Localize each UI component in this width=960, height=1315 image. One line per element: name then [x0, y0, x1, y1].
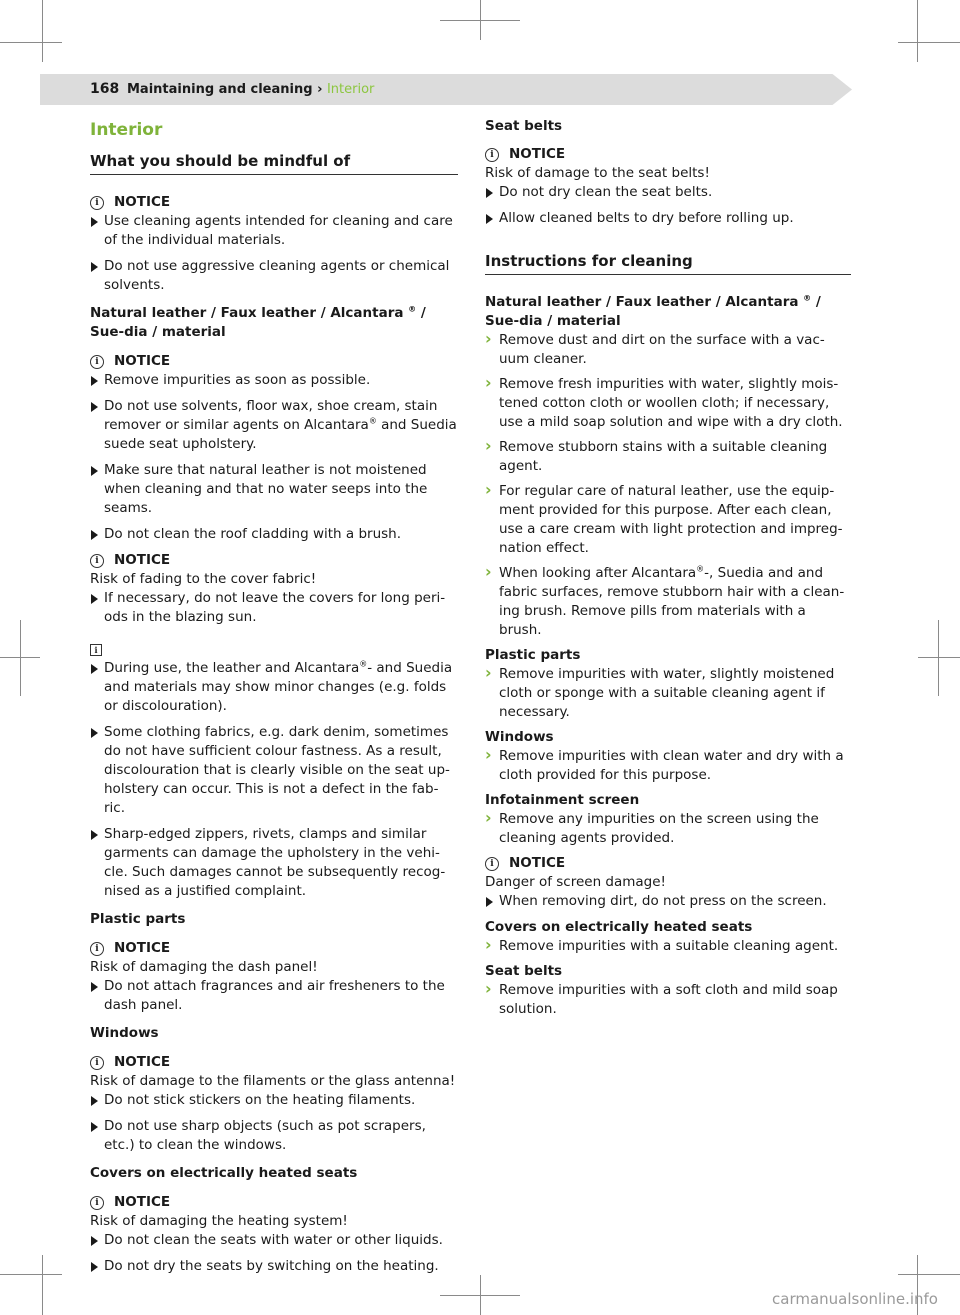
instruction-list: [485, 937, 851, 956]
notice-list: [90, 1091, 458, 1155]
list-item: Sharp-edged zippers, rivets, clamps and similar garments can damage the upholstery in the vehi-cle. Such damages cannot be subsequently recog-nised as a justified complaint.: [90, 825, 458, 901]
list-item: Use cleaning agents intended for cleaning and care of the individual materials.: [90, 212, 458, 250]
notice-label: NOTICE: [114, 353, 171, 369]
list-item: Do not clean the seats with water or other liquids.: [90, 1231, 458, 1250]
crop-mark: [0, 657, 40, 658]
subheading-windows: Windows: [485, 729, 554, 745]
instruction-list: [485, 665, 851, 722]
registered-mark: ®: [696, 564, 705, 574]
list-item: › Remove dust and dirt on the surface with a vac-uum cleaner.: [485, 331, 851, 369]
notice-label: NOTICE: [509, 146, 566, 162]
notice-heading: [90, 939, 458, 958]
crop-mark: [898, 42, 960, 43]
list-item-text: Do not use solvents, floor wax, shoe cream, stain remover or similar agents on Alcantara: [104, 398, 438, 433]
crop-mark: [938, 620, 939, 696]
subheading-seat-belts: Seat belts: [485, 118, 563, 134]
subheading-text: Natural leather / Faux leather / Alcantara: [485, 294, 799, 310]
crop-mark: [20, 620, 21, 696]
notice-icon: i: [90, 1196, 104, 1210]
page-number: 168: [90, 81, 120, 97]
notice-heading: [485, 145, 851, 164]
subheading-text: / Sue-dia / material: [485, 294, 821, 329]
crop-mark: [42, 1255, 43, 1315]
list-item-text: When looking after Alcantara: [499, 565, 697, 581]
list-item: Allow cleaned belts to dry before rolling up.: [485, 209, 851, 228]
list-item: Remove impurities as soon as possible.: [90, 371, 458, 390]
crop-mark: [917, 0, 918, 62]
registered-mark: ®: [359, 659, 368, 669]
notice-icon: i: [485, 857, 499, 871]
notice-icon: i: [90, 196, 104, 210]
list-item: › Remove impurities with a suitable cleaning agent.: [485, 937, 851, 956]
breadcrumb-separator: ›: [317, 82, 323, 97]
list-item: When removing dirt, do not press on the screen.: [485, 892, 851, 911]
list-item: › For regular care of natural leather, use the equip-ment provided for this purpose. After each clean, use a care cream with light protection and impreg-nation effect.: [485, 482, 851, 558]
list-item: [90, 397, 458, 454]
breadcrumb-current: Interior: [326, 82, 375, 97]
notice-text: Risk of damage to the filaments or the glass antenna!: [90, 1073, 456, 1089]
crop-mark: [0, 42, 62, 43]
section-heading: What you should be mindful of: [90, 151, 458, 175]
page-title: Interior: [90, 120, 163, 140]
subheading-seat-belts: Seat belts: [485, 963, 563, 979]
list-item: Do not use aggressive cleaning agents or chemical solvents.: [90, 257, 458, 295]
notice-list: [485, 892, 851, 911]
notice-icon: i: [485, 148, 499, 162]
registered-mark: ®: [408, 304, 417, 314]
subheading-leather: [90, 304, 458, 342]
notice-heading: [90, 1193, 458, 1212]
notice-list: [90, 589, 458, 627]
instruction-list: [485, 810, 851, 848]
instruction-list: [485, 981, 851, 1019]
list-item: Do not dry the seats by switching on the heating.: [90, 1257, 458, 1276]
notice-icon: i: [90, 554, 104, 568]
list-item: Do not dry clean the seat belts.: [485, 183, 851, 202]
breadcrumb: [127, 82, 374, 97]
subheading-text: / Sue-dia / material: [90, 305, 426, 340]
info-icon: i: [90, 644, 102, 656]
notice-label: NOTICE: [114, 194, 171, 210]
subheading-plastic: Plastic parts: [90, 911, 186, 927]
list-item: [485, 564, 851, 640]
section-heading: Instructions for cleaning: [485, 251, 851, 275]
list-item: › Remove any impurities on the screen using the cleaning agents provided.: [485, 810, 851, 848]
list-item-text: -, Suedia and and fabric surfaces, remove stubborn hair with a clean-ing brush. Remove pills from materials with a brush.: [499, 565, 845, 638]
subheading-windows: Windows: [90, 1025, 159, 1041]
notice-heading: [90, 352, 458, 371]
notice-label: NOTICE: [114, 552, 171, 568]
right-column: [485, 117, 851, 1025]
instruction-list: [485, 331, 851, 640]
notice-list: [485, 183, 851, 228]
crop-mark: [440, 1295, 520, 1296]
subheading-text: Natural leather / Faux leather / Alcantara: [90, 305, 404, 321]
watermark: carmanualsonline.info: [772, 1290, 938, 1308]
notice-label: NOTICE: [114, 1194, 171, 1210]
subheading-infotainment: Infotainment screen: [485, 792, 640, 808]
notice-heading: [90, 1053, 458, 1072]
notice-label: NOTICE: [509, 855, 566, 871]
notice-icon: i: [90, 942, 104, 956]
registered-mark: ®: [803, 293, 812, 303]
crop-mark: [42, 0, 43, 62]
crop-mark: [918, 657, 960, 658]
left-column: [90, 117, 458, 1283]
list-item: › Remove stubborn stains with a suitable cleaning agent.: [485, 438, 851, 476]
notice-list: [90, 977, 458, 1015]
list-item-text: and Suedia suede seat upholstery.: [104, 417, 457, 452]
notice-heading: [90, 551, 458, 570]
list-item: Make sure that natural leather is not moistened when cleaning and that no water seeps into the seams.: [90, 461, 458, 518]
notice-label: NOTICE: [114, 1054, 171, 1070]
list-item: › Remove impurities with clean water and dry with a cloth provided for this purpose.: [485, 747, 851, 785]
info-heading: [90, 640, 458, 659]
list-item: [90, 659, 458, 716]
notice-list: [90, 212, 458, 295]
list-item: Do not stick stickers on the heating filaments.: [90, 1091, 458, 1110]
list-item: Do not attach fragrances and air fresheners to the dash panel.: [90, 977, 458, 1015]
crop-mark: [898, 1274, 960, 1275]
notice-text: Risk of fading to the cover fabric!: [90, 571, 317, 587]
notice-list: [90, 1231, 458, 1276]
notice-heading: [90, 193, 458, 212]
breadcrumb-section[interactable]: Maintaining and cleaning: [127, 82, 313, 97]
subheading-heated-seats: Covers on electrically heated seats: [485, 919, 753, 935]
crop-mark: [440, 20, 520, 21]
crop-mark: [0, 1274, 62, 1275]
notice-text: Danger of screen damage!: [485, 874, 666, 890]
list-item-text: During use, the leather and Alcantara: [104, 660, 360, 676]
list-item: If necessary, do not leave the covers for long peri-ods in the blazing sun.: [90, 589, 458, 627]
instruction-list: [485, 747, 851, 785]
subheading-heated-seats: Covers on electrically heated seats: [90, 1165, 358, 1181]
list-item: Do not use sharp objects (such as pot scrapers, etc.) to clean the windows.: [90, 1117, 458, 1155]
registered-mark: ®: [368, 416, 377, 426]
notice-icon: i: [90, 1056, 104, 1070]
list-item: Do not clean the roof cladding with a brush.: [90, 525, 458, 544]
subheading-leather: [485, 293, 851, 331]
notice-list: [90, 371, 458, 544]
list-item: › Remove impurities with water, slightly moistened cloth or sponge with a suitable cleaning agent if necessary.: [485, 665, 851, 722]
notice-icon: i: [90, 355, 104, 369]
notice-label: NOTICE: [114, 940, 171, 956]
notice-heading: [485, 854, 851, 873]
list-item: Some clothing fabrics, e.g. dark denim, sometimes do not have sufficient colour fastness. As a result, discolouration that is clearly visible on the seat up-holstery can occur. This is not a defect in the fab-ric.: [90, 723, 458, 818]
list-item: › Remove impurities with a soft cloth and mild soap solution.: [485, 981, 851, 1019]
info-list: [90, 659, 458, 901]
subheading-plastic: Plastic parts: [485, 647, 581, 663]
notice-text: Risk of damaging the heating system!: [90, 1213, 348, 1229]
list-item-text: - and Suedia and materials may show minor changes (e.g. folds or discolouration).: [104, 660, 453, 714]
notice-text: Risk of damage to the seat belts!: [485, 165, 710, 181]
notice-text: Risk of damaging the dash panel!: [90, 959, 318, 975]
list-item: › Remove fresh impurities with water, slightly mois-tened cotton cloth or woollen cloth; if necessary, use a mild soap solution and wipe with a dry cloth.: [485, 375, 851, 432]
